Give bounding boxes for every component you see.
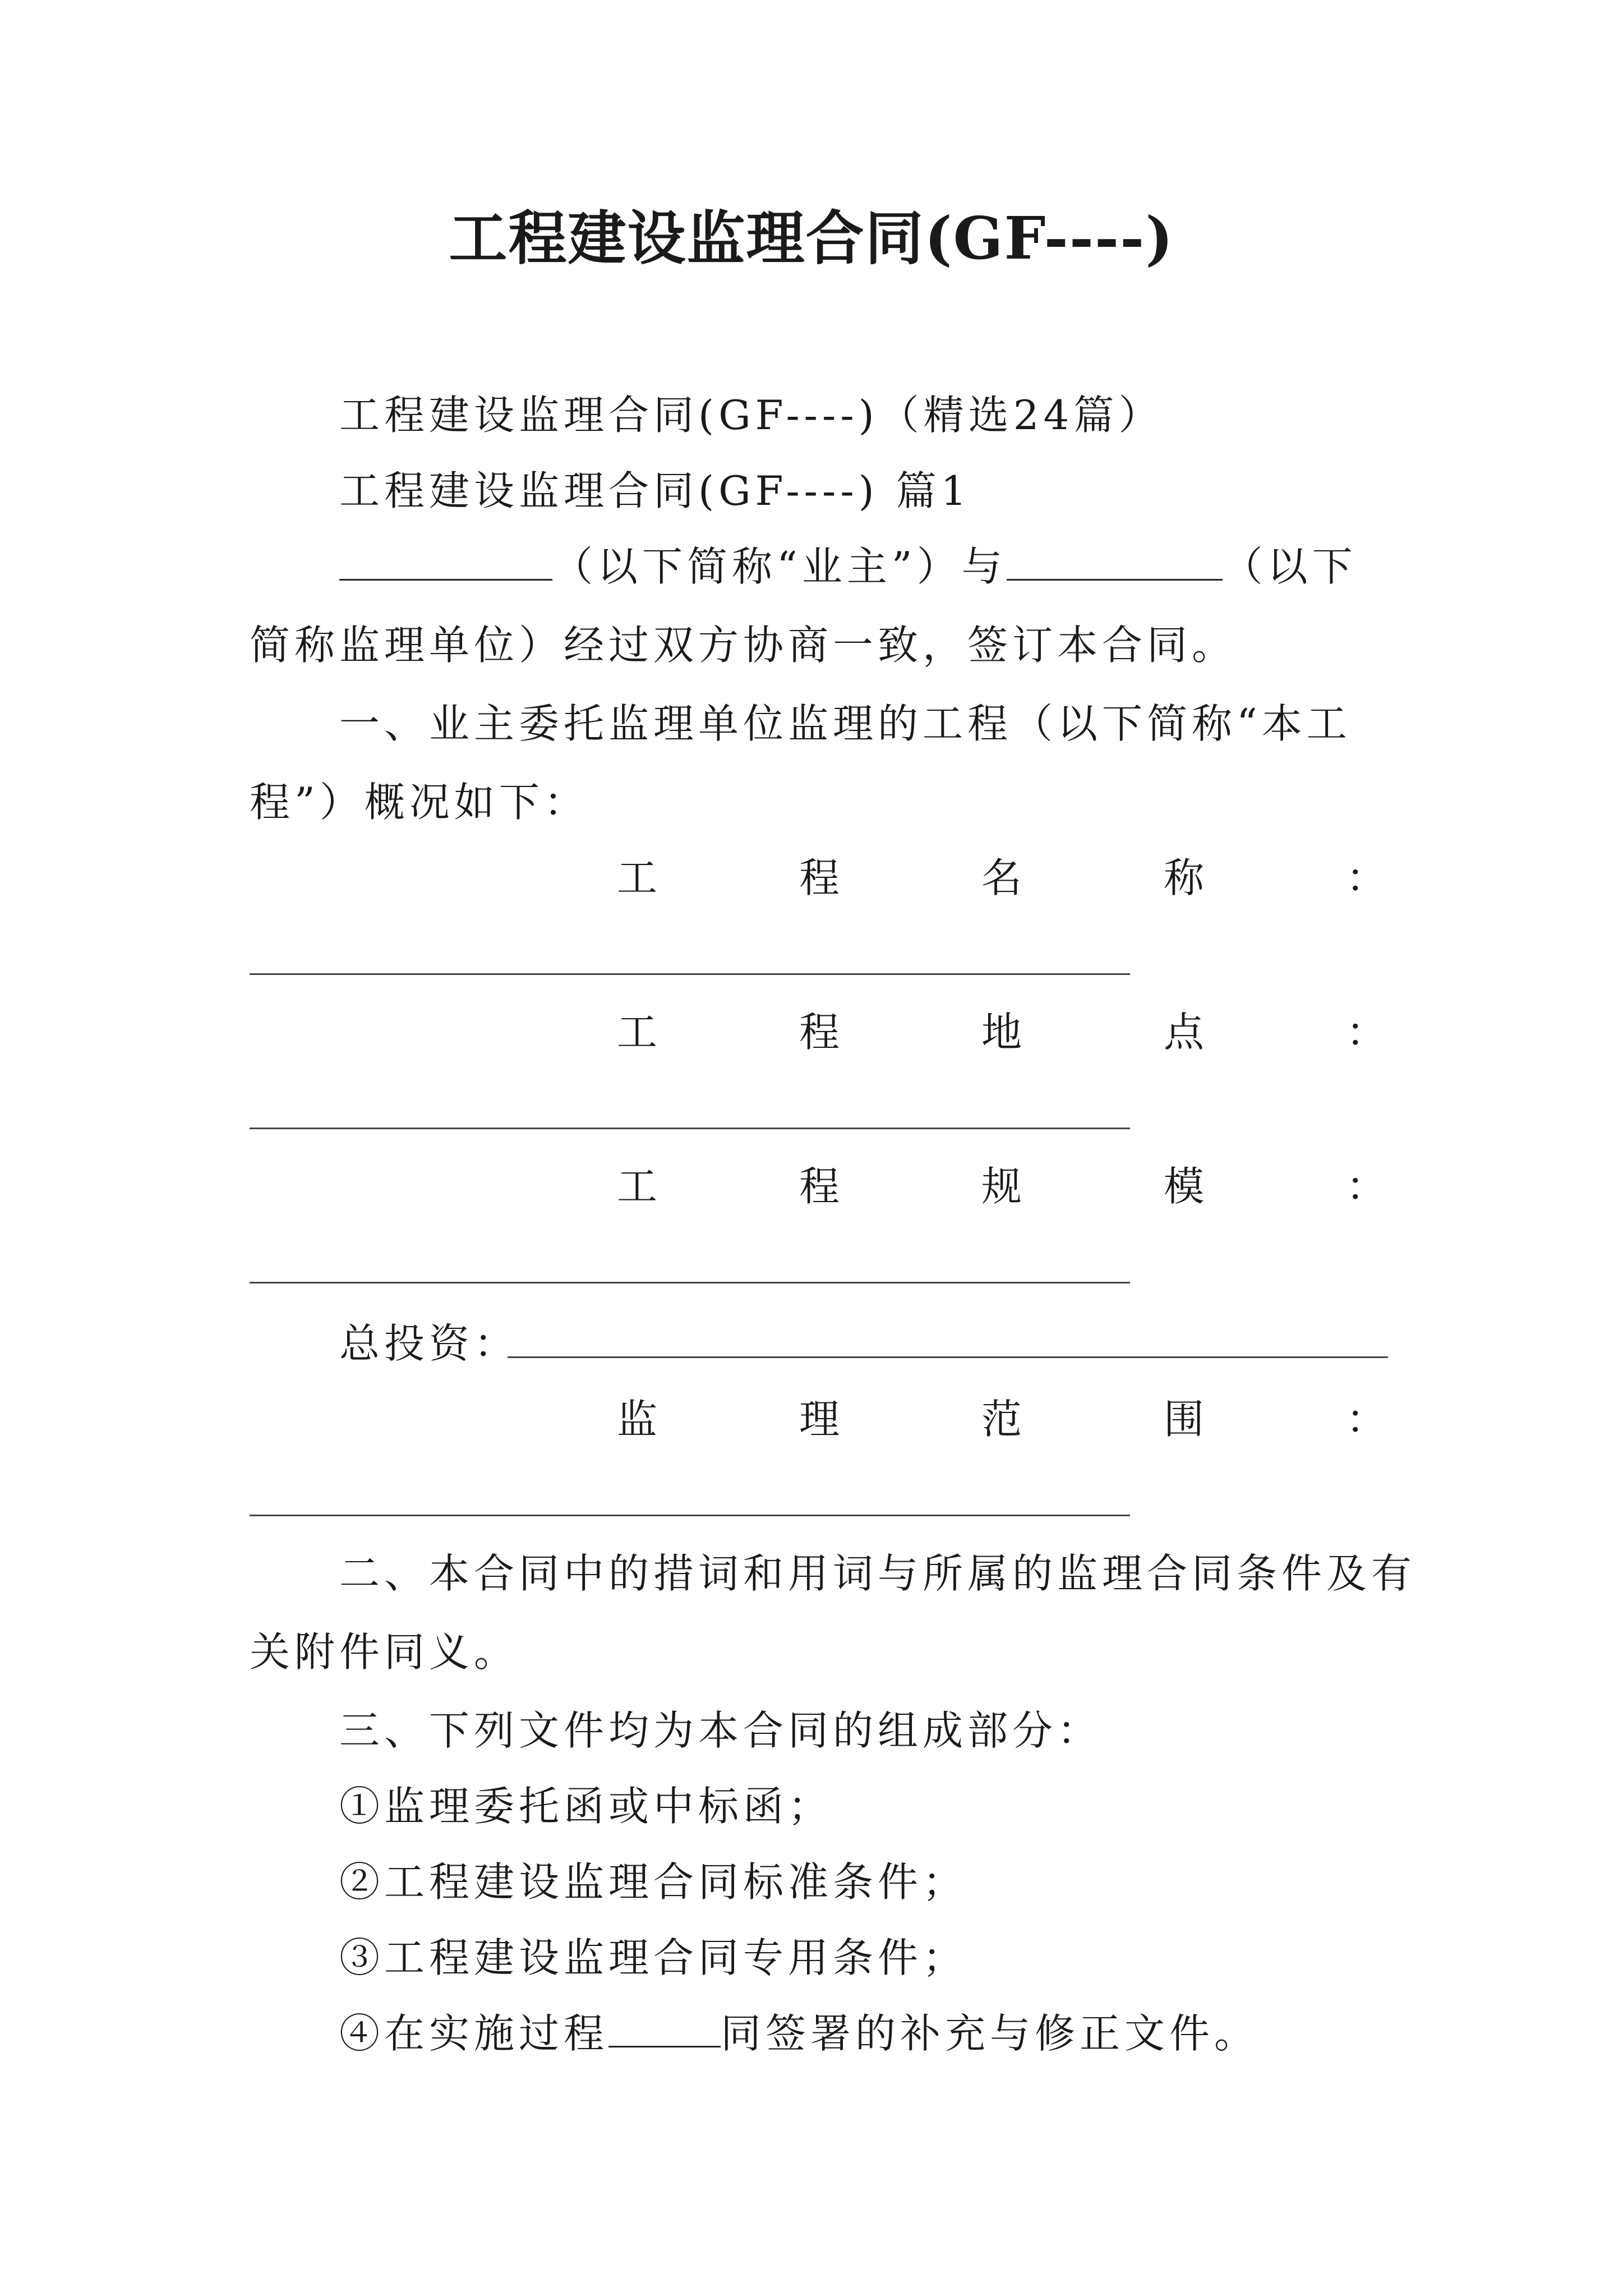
project-name-blank[interactable] <box>250 973 1130 975</box>
list-item: ②工程建设监理合同标准条件； <box>339 1858 968 1906</box>
paragraph-terms: 二、本合同中的措词和用词与所属的监理合同条件及有 <box>339 1550 1417 1597</box>
supervision-scope-blank[interactable] <box>250 1515 1130 1516</box>
project-location-blank[interactable] <box>250 1128 1130 1129</box>
paragraph-project-overview: 一、业主委托监理单位监理的工程（以下简称“本工 <box>339 700 1352 747</box>
field-colon: ： <box>1346 1163 1387 1210</box>
paragraph-parties-text-a: （以下简称“业主”）与 <box>552 543 1007 590</box>
total-investment-label: 总投资： <box>339 1320 519 1367</box>
paragraph-parties-text-b: （以下 <box>1222 543 1357 590</box>
field-char: 范 <box>981 1396 1022 1443</box>
total-investment-blank[interactable] <box>508 1356 1388 1358</box>
paragraph-parties <box>339 539 1357 595</box>
party-blank[interactable] <box>608 2005 721 2047</box>
field-char: 规 <box>981 1163 1022 1210</box>
field-char: 监 <box>617 1396 658 1443</box>
field-char: 程 <box>799 1163 840 1210</box>
field-char: 地 <box>981 1009 1022 1056</box>
field-char: 工 <box>617 854 658 901</box>
field-char: 工 <box>617 1163 658 1210</box>
field-char: 称 <box>1164 854 1205 901</box>
paragraph-parties-line2: 简称监理单位）经过双方协商一致，签订本合同。 <box>250 622 1237 669</box>
field-char: 名 <box>981 854 1022 901</box>
paragraph-project-overview-line2: 程”）概况如下： <box>250 779 589 826</box>
part-heading: 工程建设监理合同(GF----) 篇1 <box>339 467 971 514</box>
field-colon: ： <box>1346 1396 1387 1443</box>
field-char: 点 <box>1164 1009 1205 1056</box>
list-item-text-a: ④在实施过程 <box>339 2010 609 2057</box>
paragraph-documents: 三、下列文件均为本合同的组成部分： <box>339 1707 1103 1754</box>
supervisor-name-blank[interactable] <box>1007 539 1223 581</box>
list-item-text-b: 同签署的补充与修正文件。 <box>721 2010 1260 2057</box>
list-item: ③工程建设监理合同专用条件； <box>339 1934 968 1981</box>
project-scale-blank[interactable] <box>250 1282 1130 1283</box>
field-colon: ： <box>1346 1009 1387 1056</box>
field-total-investment <box>339 1315 519 1372</box>
owner-name-blank[interactable] <box>339 539 552 581</box>
document-title: 工程建设监理合同(GF----) <box>449 204 1174 273</box>
field-char: 工 <box>617 1009 658 1056</box>
field-colon: ： <box>1346 854 1387 901</box>
paragraph-terms-line2: 关附件同义。 <box>250 1628 519 1676</box>
subtitle: 工程建设监理合同(GF----)（精选24篇） <box>339 392 1164 439</box>
field-char: 围 <box>1164 1396 1205 1443</box>
field-char: 理 <box>799 1396 840 1443</box>
field-char: 模 <box>1164 1163 1205 1210</box>
list-item: ①监理委托函或中标函； <box>339 1783 833 1830</box>
field-char: 程 <box>799 1009 840 1056</box>
field-char: 程 <box>799 854 840 901</box>
list-item <box>339 2005 1259 2062</box>
